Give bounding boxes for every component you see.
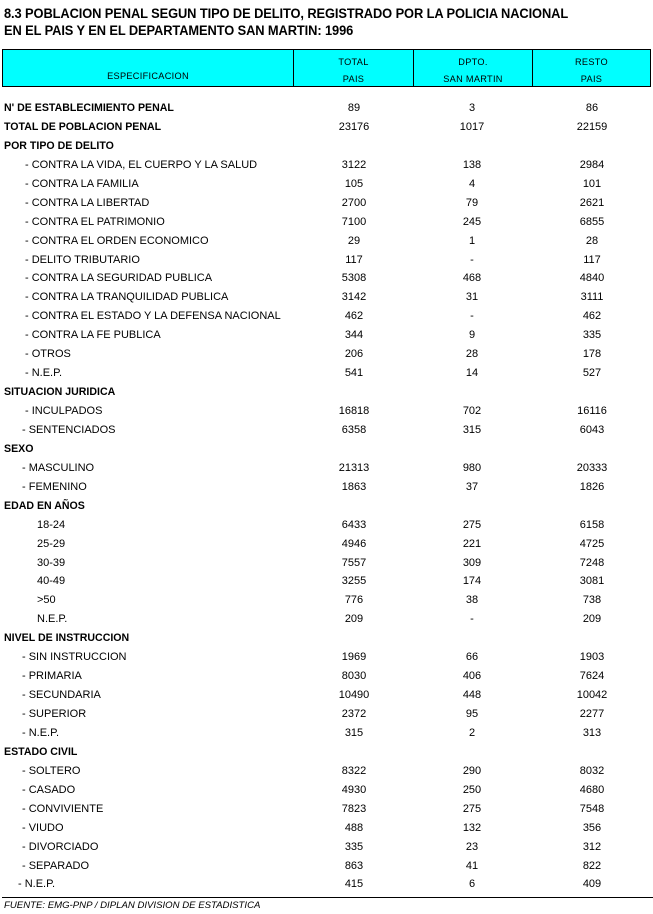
row-label: - MASCULINO [22, 461, 95, 474]
table-row [0, 176, 653, 195]
table-row [0, 763, 653, 782]
table-row [0, 422, 653, 441]
value-resto-pais: 22159 [576, 120, 608, 133]
value-total-pais: 117 [345, 253, 363, 266]
value-total-pais: 4930 [341, 783, 367, 796]
table-row [0, 801, 653, 820]
value-dpto-san-martin: 309 [462, 556, 482, 569]
value-total-pais: 415 [344, 878, 364, 891]
value-dpto-san-martin: 38 [465, 594, 479, 607]
table-row [0, 195, 653, 214]
value-total-pais: 2372 [341, 708, 367, 720]
row-label: 40-49 [37, 575, 66, 588]
value-total-pais: 1863 [341, 480, 367, 493]
title-line-2: EN EL PAIS Y EN EL DEPARTAMENTO SAN MARTIN: 1996 [4, 23, 354, 38]
row-label: N' DE ESTABLECIMIENTO PENAL [4, 102, 174, 114]
table-row [0, 327, 653, 346]
row-label: - CONTRA LA VIDA, EL CUERPO Y LA SALUD [25, 158, 258, 171]
value-resto-pais: 6855 [579, 215, 605, 228]
section-row [0, 498, 653, 517]
row-label: - CONTRA LA FE PUBLICA [25, 329, 161, 342]
row-label: NIVEL DE INSTRUCCION [4, 632, 130, 645]
row-label: - N.E.P. [18, 878, 56, 891]
header-resto-line1: RESTO [575, 57, 608, 67]
row-label: - INCULPADOS [25, 405, 103, 417]
value-total-pais: 7557 [341, 556, 367, 569]
table-row [0, 289, 653, 308]
row-label: - N.E.P. [22, 726, 60, 739]
value-total-pais: 3142 [341, 291, 367, 304]
value-total-pais: 6358 [341, 423, 367, 436]
value-dpto-san-martin: 23 [465, 840, 479, 853]
value-dpto-san-martin: 980 [462, 461, 482, 474]
value-dpto-san-martin: 1 [468, 234, 476, 247]
row-label: - DELITO TRIBUTARIO [25, 253, 140, 266]
header-dpto-san-martin [414, 50, 533, 86]
row-label: - CONVIVIENTE [22, 802, 104, 815]
section-row [0, 744, 653, 763]
value-resto-pais: 1903 [579, 651, 605, 664]
table-header [2, 49, 651, 87]
row-label: - SENTENCIADOS [22, 423, 116, 436]
row-label: - CONTRA EL ORDEN ECONOMICO [25, 234, 209, 247]
value-dpto-san-martin: 275 [462, 518, 482, 531]
value-dpto-san-martin: 66 [465, 651, 479, 664]
table-row [0, 858, 653, 877]
value-dpto-san-martin: 448 [462, 689, 482, 702]
value-total-pais: 7100 [341, 215, 367, 228]
value-total-pais: 206 [344, 348, 364, 361]
value-resto-pais: 6158 [579, 518, 605, 531]
value-total-pais: 7823 [341, 802, 367, 815]
table-row [0, 820, 653, 839]
value-dpto-san-martin: 9 [468, 329, 476, 342]
value-resto-pais: 527 [582, 367, 602, 380]
value-resto-pais: 117 [583, 253, 601, 266]
row-label: TOTAL DE POBLACION PENAL [4, 120, 162, 133]
value-resto-pais: 4725 [579, 537, 605, 550]
header-especificacion [3, 50, 294, 86]
table-row [0, 214, 653, 233]
row-label: 25-29 [37, 537, 66, 550]
value-resto-pais: 3081 [579, 575, 605, 588]
row-label: 30-39 [37, 556, 66, 569]
value-resto-pais: 16116 [577, 405, 607, 417]
value-total-pais: 488 [344, 821, 364, 834]
value-resto-pais: 28 [585, 234, 599, 247]
value-dpto-san-martin: 138 [462, 158, 482, 171]
value-resto-pais: 335 [582, 329, 602, 342]
value-dpto-san-martin: 41 [465, 859, 479, 872]
table-row [0, 706, 653, 725]
table-row [0, 649, 653, 668]
row-label: - SUPERIOR [22, 708, 87, 720]
table-row [0, 725, 653, 744]
table-row [0, 555, 653, 574]
row-label: - CASADO [22, 783, 76, 796]
section-row [0, 384, 653, 403]
value-total-pais: 16818 [338, 405, 370, 417]
row-label: - CONTRA LA TRANQUILIDAD PUBLICA [25, 291, 229, 304]
header-total-pais-line2: PAIS [342, 74, 365, 84]
row-label: SITUACION JURIDICA [4, 386, 116, 399]
value-resto-pais: 4680 [579, 783, 605, 796]
row-label: SEXO [4, 442, 34, 455]
row-label: - PRIMARIA [22, 670, 82, 683]
value-dpto-san-martin: 4 [468, 177, 476, 190]
table-row [0, 270, 653, 289]
value-total-pais: 6433 [341, 518, 367, 531]
value-resto-pais: 209 [582, 613, 602, 626]
value-total-pais: 23176 [338, 120, 370, 133]
section-row [0, 441, 653, 460]
value-dpto-san-martin: 1017 [459, 120, 485, 133]
value-total-pais: 2700 [341, 196, 367, 209]
value-total-pais: 10490 [338, 689, 370, 702]
value-total-pais: 1969 [341, 651, 367, 664]
table-row [0, 517, 653, 536]
value-resto-pais: 738 [582, 594, 602, 607]
value-total-pais: 105 [344, 177, 364, 190]
page-title [4, 5, 568, 39]
table-bottom-rule [2, 897, 653, 898]
header-resto-line2: PAIS [580, 74, 603, 84]
table-row [0, 252, 653, 271]
value-dpto-san-martin: 468 [462, 272, 482, 285]
table-row [0, 536, 653, 555]
value-total-pais: 29 [347, 234, 361, 247]
table-row [0, 403, 653, 422]
value-total-pais: 3122 [341, 158, 367, 171]
value-dpto-san-martin: 245 [462, 215, 482, 228]
row-label: - CONTRA LA LIBERTAD [25, 196, 150, 209]
value-resto-pais: 101 [582, 177, 602, 190]
value-dpto-san-martin: - [470, 253, 474, 266]
value-resto-pais: 10042 [576, 689, 608, 702]
value-dpto-san-martin: 14 [465, 367, 479, 380]
table-row [0, 592, 653, 611]
value-total-pais: 776 [344, 594, 364, 607]
value-resto-pais: 462 [582, 310, 602, 323]
value-resto-pais: 7624 [579, 670, 605, 683]
section-row [0, 630, 653, 649]
table-row [0, 782, 653, 801]
header-total-pais [294, 50, 414, 86]
row-label: - DIVORCIADO [22, 840, 99, 853]
table-row [0, 573, 653, 592]
row-label: - N.E.P. [25, 367, 63, 380]
section-row [0, 119, 653, 138]
header-especificacion-label: ESPECIFICACION [107, 71, 189, 81]
table-row [0, 365, 653, 384]
value-total-pais: 89 [347, 102, 361, 114]
value-dpto-san-martin: 221 [462, 537, 482, 550]
row-label: - SIN INSTRUCCION [22, 651, 127, 664]
value-total-pais: 4946 [341, 537, 367, 550]
table-row [0, 668, 653, 687]
value-dpto-san-martin: 315 [462, 423, 482, 436]
value-total-pais: 3255 [341, 575, 367, 588]
row-label: - OTROS [25, 348, 71, 361]
value-dpto-san-martin: 95 [465, 708, 479, 720]
row-label: N.E.P. [37, 613, 68, 626]
value-resto-pais: 7548 [579, 802, 605, 815]
value-dpto-san-martin: 174 [462, 575, 482, 588]
table-row [0, 479, 653, 498]
value-resto-pais: 8032 [579, 764, 605, 777]
header-dpto-line2: SAN MARTIN [443, 74, 503, 84]
value-total-pais: 8322 [341, 764, 367, 777]
table-row [0, 233, 653, 252]
row-label: - SOLTERO [22, 764, 81, 777]
value-dpto-san-martin: - [470, 310, 474, 323]
value-total-pais: 462 [344, 310, 364, 323]
value-total-pais: 315 [344, 726, 364, 739]
value-dpto-san-martin: 3 [468, 102, 476, 114]
header-dpto-line1: DPTO. [458, 57, 488, 67]
table-row [0, 839, 653, 858]
value-resto-pais: 20333 [576, 461, 608, 474]
value-resto-pais: 1826 [579, 480, 605, 493]
value-dpto-san-martin: 250 [462, 783, 482, 796]
source-footnote: FUENTE: EMG-PNP / DIPLAN DIVISION DE ESTADISTICA [4, 900, 261, 911]
row-label: - SECUNDARIA [22, 689, 101, 702]
table-row [0, 346, 653, 365]
value-resto-pais: 356 [582, 821, 602, 834]
value-total-pais: 541 [344, 367, 364, 380]
header-total-pais-line1: TOTAL [338, 57, 369, 67]
value-total-pais: 5308 [341, 272, 367, 285]
table-row [0, 157, 653, 176]
value-resto-pais: 7248 [579, 556, 605, 569]
value-dpto-san-martin: 290 [462, 764, 482, 777]
value-dpto-san-martin: 79 [465, 196, 479, 209]
row-label: - SEPARADO [22, 859, 90, 872]
row-label: EDAD EN AÑOS [4, 499, 85, 512]
value-total-pais: 863 [344, 859, 364, 872]
table-row [0, 308, 653, 327]
row-label: - CONTRA EL PATRIMONIO [25, 215, 165, 228]
row-label: 18-24 [37, 518, 66, 531]
value-total-pais: 209 [344, 613, 364, 626]
value-dpto-san-martin: 28 [465, 348, 479, 361]
row-label: - VIUDO [22, 821, 64, 834]
value-dpto-san-martin: 275 [462, 802, 482, 815]
value-total-pais: 344 [344, 329, 364, 342]
value-resto-pais: 4840 [579, 272, 605, 285]
row-label: - FEMENINO [22, 480, 87, 493]
value-resto-pais: 2984 [579, 158, 605, 171]
value-resto-pais: 178 [582, 348, 602, 361]
row-label: - CONTRA LA SEGURIDAD PUBLICA [25, 272, 213, 285]
title-line-1: 8.3 POBLACION PENAL SEGUN TIPO DE DELITO, REGISTRADO POR LA POLICIA NACIONAL [4, 6, 569, 21]
value-dpto-san-martin: 406 [462, 670, 482, 683]
value-dpto-san-martin: 2 [468, 726, 476, 739]
value-resto-pais: 409 [582, 878, 602, 891]
value-dpto-san-martin: 702 [462, 405, 482, 417]
value-resto-pais: 822 [582, 859, 602, 872]
table-row [0, 460, 653, 479]
value-dpto-san-martin: 132 [462, 821, 482, 834]
value-resto-pais: 2277 [579, 708, 605, 720]
value-dpto-san-martin: 6 [468, 878, 476, 891]
value-resto-pais: 312 [582, 840, 602, 853]
value-resto-pais: 6043 [579, 423, 605, 436]
row-label: - CONTRA LA FAMILIA [25, 177, 139, 190]
section-row [0, 100, 653, 119]
header-resto-pais [533, 50, 650, 86]
row-label: POR TIPO DE DELITO [4, 139, 114, 152]
table-row [0, 611, 653, 630]
value-dpto-san-martin: 37 [465, 480, 479, 493]
value-total-pais: 8030 [341, 670, 367, 683]
row-label: ESTADO CIVIL [4, 745, 78, 758]
value-resto-pais: 2621 [579, 196, 605, 209]
table-row [0, 687, 653, 706]
table-row [0, 876, 653, 895]
row-label: - CONTRA EL ESTADO Y LA DEFENSA NACIONAL [25, 310, 281, 323]
value-dpto-san-martin: - [470, 613, 474, 626]
value-resto-pais: 86 [585, 102, 599, 114]
row-label: >50 [37, 594, 56, 607]
value-dpto-san-martin: 31 [465, 291, 479, 304]
value-resto-pais: 3111 [580, 291, 604, 304]
value-total-pais: 335 [344, 840, 364, 853]
value-total-pais: 21313 [338, 461, 370, 474]
section-row [0, 138, 653, 157]
table-body [0, 100, 653, 895]
value-resto-pais: 313 [582, 726, 602, 739]
